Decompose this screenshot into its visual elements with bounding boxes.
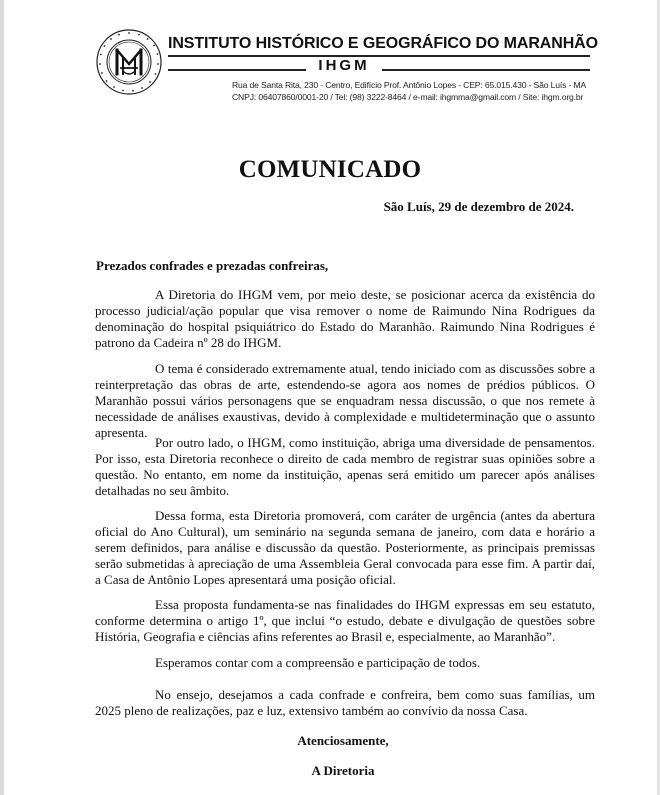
document-date: São Luís, 29 de dezembro de 2024. (383, 199, 574, 214)
closing: Atenciosamente, (297, 733, 389, 748)
paragraph-7: No ensejo, desejamos a cada confrade e confreira, bem como suas famílias, um 2025 pleno de realizações, paz e luz, extensivo também ao convívio da nossa Casa. (95, 687, 595, 718)
document-title: COMUNICADO (238, 156, 422, 183)
paragraph-5: Essa proposta fundamenta-se nas finalidades do IHGM expressas em seu estatuto, conforme determina o artigo 1º, que inclui “o estudo, debate e divulgação de questões sobre História, Geografia e ciências afins referentes ao Brasil e, especialmente, ao Maranhão”. (95, 597, 595, 644)
salutation: Prezados confrades e prezadas confreiras, (96, 258, 329, 273)
paragraph-4: Dessa forma, esta Diretoria promoverá, com caráter de urgência (antes da abertura oficial do Ano Cultural), um seminário na segunda semana de janeiro, com data e horário a serem definidos, para análise e discussão da questão. Posteriormente, as principais premissas serão submetidas à apreciação de uma Assembleia Geral convocada para esse fim. A partir daí, a Casa de Antônio Lopes apresentará uma posição oficial. (95, 508, 595, 587)
paragraph-2: O tema é considerado extremamente atual, tendo iniciado com as discussões sobre a reinterpretação das obras de arte, estendendo-se agora aos nomes de prédios públicos. O Maranhão possui vários personagens que se enquadram nessa discussão, o que nos remete à necessidade de análises exaustivas, devido à complexidade e multideterminação que o assunto apresenta. (95, 361, 595, 440)
institute-name: INSTITUTO HISTÓRICO E GEOGRÁFICO DO MARANHÃO (168, 35, 598, 52)
paragraph-1: A Diretoria do IHGM vem, por meio deste, se posicionar acerca da existência do processo judicial/ação popular que visa remover o nome de Raimundo Nina Rodrigues da denominação do hospital psiquiátrico do Estado do Maranhão. Raimundo Nina Rodrigues é patrono da Cadeira nº 28 do IHGM. (95, 287, 595, 350)
institute-seal-icon (95, 28, 163, 96)
header-rule-right (382, 69, 590, 71)
paragraph-6: Esperamos contar com a compreensão e participação de todos. (155, 655, 481, 670)
header-rule-left (168, 69, 306, 71)
page-border-left (0, 0, 4, 795)
institute-abbreviation: IHGM (318, 57, 370, 74)
address-line: Rua de Santa Rita, 230 - Centro, Edifício Prof. Antônio Lopes - CEP: 65.015.430 - São Luís - MA (232, 80, 587, 90)
contact-line: CNPJ: 06407860/0001-20 / Tel: (98) 3222-8464 / e-mail: ihgmma@gmail.com / Site: ihgm.org.br (232, 92, 584, 102)
paragraph-3: Por outro lado, o IHGM, como instituição, abriga uma diversidade de pensamentos. Por isso, esta Diretoria reconhece o direito de cada membro de registrar suas opiniões sobre a questão. No entanto, em nome da instituição, apenas será emitido um parecer após análises detalhadas no seu âmbito. (95, 435, 595, 498)
signature: A Diretoria (311, 763, 375, 778)
